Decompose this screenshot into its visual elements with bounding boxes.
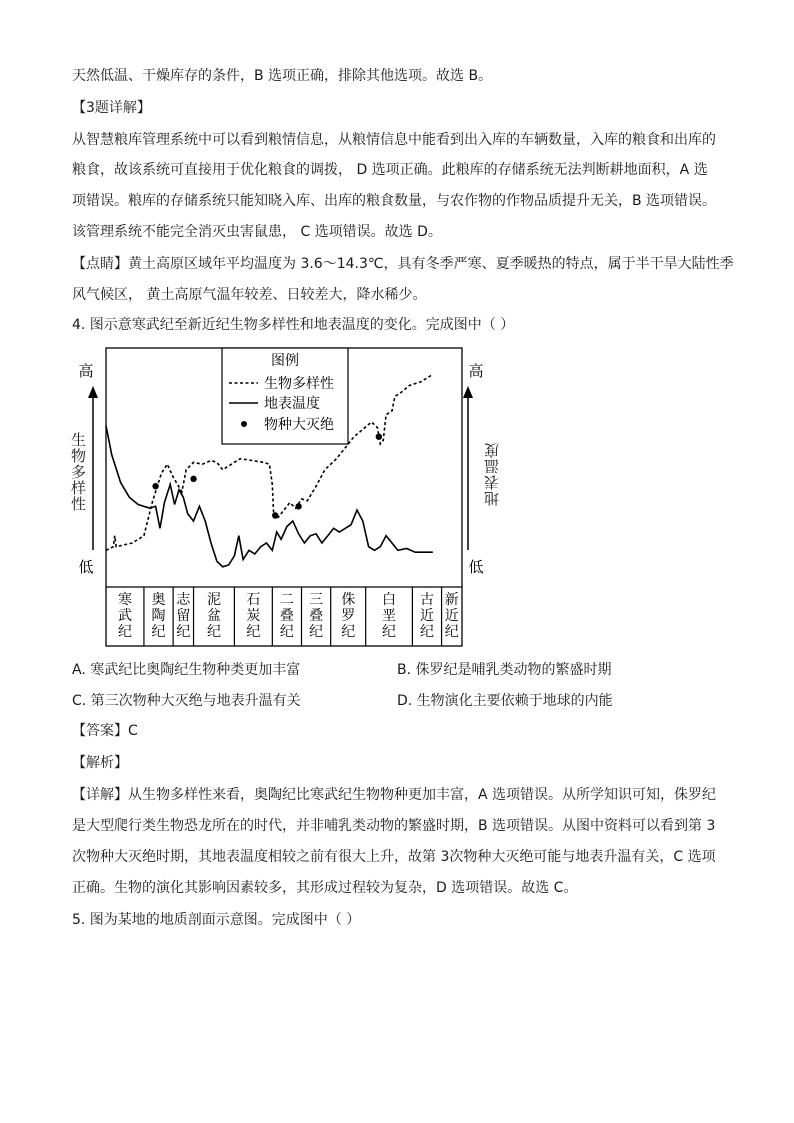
left-axis-arrowhead — [88, 386, 98, 398]
period-label: 侏罗纪 — [341, 592, 356, 640]
question-4-stem: 4. 图示意寒武纪至新近纪生物多样性和地表温度的变化。完成图中（ ） — [72, 317, 515, 333]
section-heading-q3-detail: 【3题详解】 — [72, 100, 151, 116]
option-b: B. 侏罗纪是哺乳类动物的繁盛时期 — [397, 662, 612, 678]
question-5-stem: 5. 图为某地的地质剖面示意图。完成图中（ ） — [72, 912, 361, 928]
text-line-8: 风气候区， 黄土高原气温年较差、日较差大，降水稀少。 — [72, 287, 427, 303]
legend-label-temperature: 地表温度 — [264, 396, 320, 412]
period-labels — [118, 591, 459, 640]
left-axis-label: 生物多样性 — [69, 432, 87, 512]
geologic-time-chart — [68, 340, 484, 650]
option-a: A. 寒武纪比奥陶纪生物种类更加丰富 — [72, 662, 301, 678]
left-axis-high: 高 — [78, 362, 94, 380]
extinction-dot — [190, 476, 196, 482]
right-axis-label: 地表温度 — [483, 442, 501, 506]
text-line-1: 天然低温、干燥库存的条件，B 选项正确，排除其他选项。故选 B。 — [72, 68, 493, 84]
text-line-3: 从智慧粮库管理系统中可以看到粮情信息，从粮情信息中能看到出入库的车辆数量，入库的粮食和出库的 — [72, 132, 716, 148]
period-label: 奥陶纪 — [151, 592, 166, 640]
right-axis-high: 高 — [468, 362, 484, 380]
answer-line: 【答案】C — [72, 723, 138, 739]
right-axis-arrowhead — [463, 386, 473, 398]
temperature-line — [106, 426, 433, 567]
period-label: 古近纪 — [419, 592, 434, 640]
period-label: 三叠纪 — [309, 592, 324, 640]
detail-line-3: 次物种大灭绝时期，其地表温度相较之前有很大上升，故第 3次物种大灭绝可能与地表升温有关，C 选项 — [72, 849, 716, 865]
period-label: 新近纪 — [444, 592, 459, 640]
left-axis-low: 低 — [78, 558, 94, 576]
period-label: 石炭纪 — [246, 592, 261, 640]
text-line-6: 该管理系统不能完全消灭虫害鼠患， C 选项错误。故选 D。 — [72, 224, 442, 240]
extinction-dot — [152, 483, 158, 489]
text-line-4: 粮食，故该系统可直接用于优化粮食的调拨， D 选项正确。此粮库的存储系统无法判断耕地面积，A 选 — [72, 162, 708, 178]
legend — [222, 348, 348, 444]
period-label: 志留纪 — [176, 592, 191, 640]
detail-line-4: 正确。生物的演化其影响因素较多，其形成过程较为复杂，D 选项错误。故选 C。 — [72, 880, 578, 896]
detail-line-1: 【详解】从生物多样性来看，奥陶纪比寒武纪生物物种更加丰富，A 选项错误。从所学知识可知，侏罗纪 — [72, 787, 717, 803]
option-d: D. 生物演化主要依赖于地球的内能 — [397, 693, 613, 709]
period-label: 二叠纪 — [279, 592, 294, 640]
legend-title: 图例 — [271, 353, 299, 369]
text-line-5: 项错误。粮库的存储系统只能知晓入库、出库的粮食数量，与农作物的作物品质提升无关，B 选项错误。 — [72, 193, 717, 209]
legend-label-biodiversity: 生物多样性 — [264, 376, 334, 392]
detail-line-2: 是大型爬行类生物恐龙所在的时代，并非哺乳类动物的繁盛时期，B 选项错误。从图中资料可以看到第 3 — [72, 818, 716, 834]
extinction-markers — [152, 433, 382, 518]
text-line-7: 【点睛】黄土高原区域年平均温度为 3.6～14.3℃，具有冬季严寒、夏季暖热的特点，属于半干旱大陆性季 — [72, 256, 734, 272]
extinction-dot — [272, 512, 278, 518]
extinction-dot — [295, 503, 301, 509]
period-label: 寒武纪 — [117, 592, 132, 640]
analysis-heading: 【解析】 — [72, 755, 128, 771]
extinction-dot — [376, 433, 382, 439]
legend-swatch-extinction — [241, 421, 247, 427]
option-c: C. 第三次物种大灭绝与地表升温有关 — [72, 693, 301, 709]
period-label: 泥盆纪 — [206, 592, 221, 640]
period-label: 白垩纪 — [382, 592, 397, 640]
legend-label-extinction: 物种大灭绝 — [264, 417, 334, 433]
right-axis-low: 低 — [468, 558, 484, 576]
